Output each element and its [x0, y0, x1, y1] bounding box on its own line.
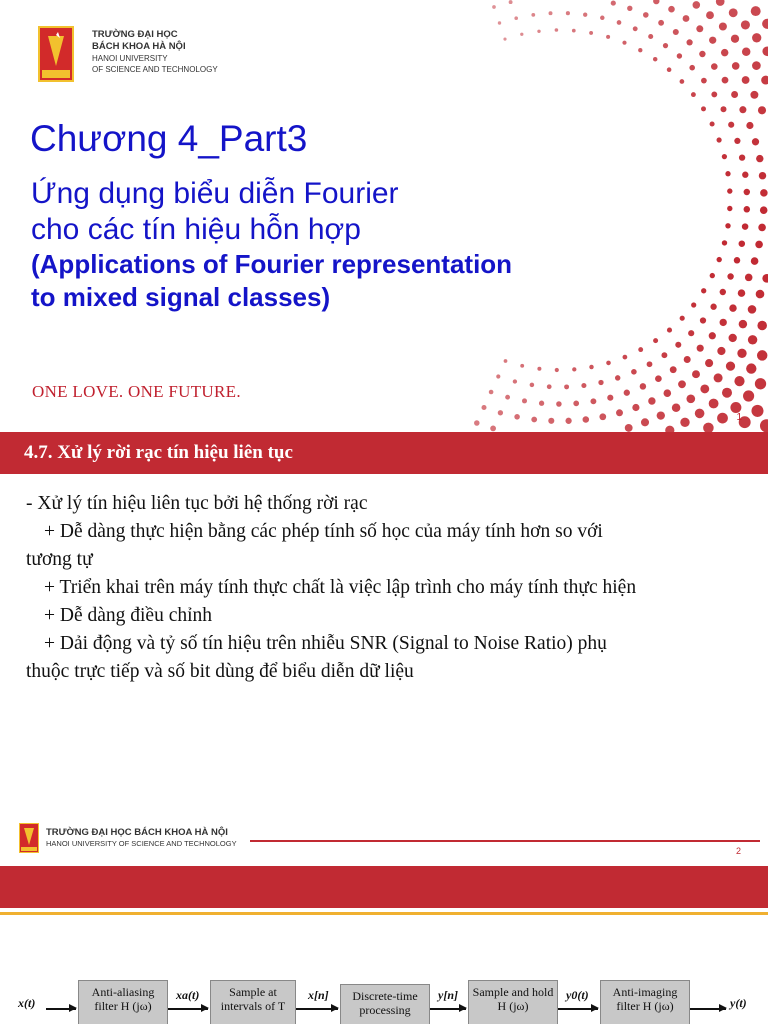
decorative-dot — [755, 378, 766, 389]
decorative-dot — [615, 375, 620, 380]
decorative-dot — [756, 155, 763, 162]
decorative-dot — [725, 171, 730, 176]
section-header-band — [0, 432, 768, 474]
slogan: ONE LOVE. ONE FUTURE. — [32, 382, 241, 401]
decorative-dot — [683, 15, 690, 22]
decorative-dot — [600, 16, 605, 21]
decorative-dot — [717, 137, 722, 142]
decorative-dot — [746, 122, 753, 129]
decorative-dot — [648, 397, 655, 404]
decorative-dot — [697, 345, 704, 352]
decorative-dot — [673, 29, 679, 35]
decorative-dot — [729, 8, 738, 17]
decorative-dot — [762, 19, 768, 29]
decorative-dot — [701, 78, 707, 84]
decorative-dot — [481, 405, 486, 410]
decorative-dot — [689, 65, 695, 71]
decorative-dot — [727, 273, 733, 279]
slide2-accent-line — [0, 912, 768, 915]
decorative-dot — [752, 138, 759, 145]
decorative-dot — [750, 91, 758, 99]
decorative-dot — [703, 423, 714, 432]
decorative-dot — [622, 41, 626, 45]
decorative-dot — [758, 106, 766, 114]
decorative-dot — [655, 375, 662, 382]
decorative-dot — [583, 13, 587, 17]
decorative-dot — [760, 419, 768, 432]
decorative-dot — [680, 316, 685, 321]
decorative-dot — [589, 365, 593, 369]
decorative-dot — [739, 240, 746, 247]
decorative-dot — [589, 31, 593, 35]
footer-divider — [250, 840, 760, 842]
decorative-dot — [722, 240, 727, 245]
decorative-dot — [722, 154, 727, 159]
section-title: 4.7. Xử lý rời rạc tín hiệu liên tục — [24, 442, 293, 463]
decorative-dot — [661, 352, 667, 358]
arrow — [296, 1008, 338, 1010]
decorative-dot — [693, 1, 701, 9]
decorative-dot — [695, 409, 705, 419]
decorative-dot — [599, 413, 606, 420]
decorative-dot — [744, 206, 750, 212]
decorative-dot — [755, 241, 763, 249]
slide2-header-band — [0, 866, 768, 908]
decorative-dot — [739, 154, 745, 160]
university-footer-en: HANOI UNIVERSITY OF SCIENCE AND TECHNOLOGY — [46, 839, 237, 848]
decorative-dot — [514, 16, 518, 20]
arrow — [558, 1008, 598, 1010]
decorative-dot — [663, 43, 668, 48]
decorative-dot — [722, 77, 729, 84]
decorative-dot — [726, 361, 735, 370]
decorative-dot — [720, 289, 726, 295]
decorative-dot — [748, 305, 757, 314]
decorative-dot — [647, 361, 653, 367]
decorative-dot — [549, 11, 553, 15]
chapter-title: Chương 4_Part3 — [30, 118, 308, 159]
decorative-dot — [531, 13, 535, 17]
decorative-dot — [746, 363, 756, 373]
decorative-dot — [668, 6, 675, 13]
arrow — [430, 1008, 466, 1010]
decorative-dot — [696, 25, 703, 32]
content-line: + Dải động và tỷ số tín hiệu trên nhiễu SNR (Signal to Noise Ratio) phụ — [44, 633, 607, 654]
decorative-dot — [581, 383, 586, 388]
decorative-dot — [738, 289, 746, 297]
decorative-dot — [725, 223, 730, 228]
university-name-footer — [46, 827, 237, 849]
decorative-dot — [721, 106, 727, 112]
decorative-dot — [537, 367, 541, 371]
decorative-dot — [744, 189, 750, 195]
decorative-dot — [716, 0, 725, 6]
university-name — [92, 29, 218, 75]
decorative-dot — [627, 6, 632, 11]
decorative-dot — [729, 304, 736, 311]
decorative-dot — [631, 369, 637, 375]
decorative-dot — [757, 321, 767, 331]
decorative-dot — [720, 319, 727, 326]
decorative-dot — [732, 62, 740, 70]
decorative-dot — [638, 48, 642, 52]
decorative-dot — [727, 188, 732, 193]
decorative-dot — [564, 384, 569, 389]
decorative-dot — [607, 395, 613, 401]
decorative-dot — [743, 390, 754, 401]
decorative-dot — [680, 418, 689, 427]
decorative-dot — [731, 35, 739, 43]
decorative-dot — [489, 390, 494, 395]
decorative-dot — [648, 34, 653, 39]
decorative-dot — [742, 76, 750, 84]
decorative-dot — [729, 334, 737, 342]
decorative-dot — [572, 29, 576, 33]
decorative-dot — [742, 223, 749, 230]
decorative-dot — [756, 290, 765, 299]
decorative-dot — [555, 28, 559, 32]
decorative-dot — [611, 1, 616, 6]
page-number-1: 1 — [736, 412, 742, 423]
decorative-dot — [701, 288, 706, 293]
decorative-dot — [643, 12, 649, 18]
decorative-dot — [678, 380, 686, 388]
decorative-dot — [624, 390, 630, 396]
decorative-dot — [706, 11, 714, 19]
decorative-dot — [752, 33, 761, 42]
decorative-dot — [537, 30, 540, 33]
decorative-dot — [555, 368, 559, 372]
decorative-dot — [684, 356, 691, 363]
decorative-dot — [748, 335, 757, 344]
decorative-dot — [731, 91, 738, 98]
decorative-dot — [758, 224, 766, 232]
decorative-dot — [513, 379, 517, 383]
decorative-dot — [492, 5, 496, 9]
arrow — [690, 1008, 726, 1010]
decorative-dot — [617, 20, 622, 25]
decorative-dot — [741, 20, 750, 29]
decorative-dot — [699, 51, 705, 57]
decorative-dot — [606, 35, 610, 39]
decorative-dot — [709, 332, 716, 339]
decorative-dot — [633, 26, 638, 31]
decorative-dot — [503, 38, 506, 41]
content-line: + Dễ dàng điều chỉnh — [44, 605, 213, 626]
page-number-2: 2 — [736, 846, 742, 856]
university-en-line2: OF SCIENCE AND TECHNOLOGY — [92, 65, 218, 74]
decorative-dot — [590, 398, 596, 404]
decorative-dot — [632, 404, 639, 411]
decorative-dot — [742, 48, 750, 56]
decorative-dot — [742, 172, 748, 178]
decorative-dot — [745, 274, 753, 282]
decorative-dot — [739, 320, 747, 328]
decorative-dot — [717, 257, 722, 262]
decorative-dot — [709, 399, 719, 409]
decorative-dot — [700, 384, 709, 393]
university-logo-small — [19, 823, 39, 853]
decorative-dot — [688, 330, 694, 336]
block-anti-aliasing-filter: Anti-aliasing filter H (jω) — [78, 980, 168, 1024]
decorative-dot — [474, 420, 480, 426]
decorative-dot — [751, 257, 759, 265]
decorative-dot — [653, 57, 657, 61]
title-slide — [0, 0, 768, 432]
content-line: + Triển khai trên máy tính thực chất là việc lập trình cho máy tính thực hiện — [44, 577, 637, 598]
decorative-dot — [760, 206, 768, 214]
decorative-dot — [606, 361, 611, 366]
decorative-dot — [759, 172, 766, 179]
decorative-dot — [728, 122, 734, 128]
decorative-dot — [709, 37, 716, 44]
decorative-dot — [762, 47, 768, 57]
decorative-dot — [658, 20, 664, 26]
decorative-dot — [734, 376, 744, 386]
decorative-dot — [761, 76, 768, 85]
block-sampler: Sample at intervals of T — [210, 980, 296, 1024]
decorative-dot — [710, 304, 716, 310]
signal-xa: xa(t) — [176, 988, 200, 1002]
decorative-dot — [691, 302, 696, 307]
arrow — [168, 1008, 208, 1010]
decorative-dot — [714, 373, 723, 382]
decorative-dot — [653, 0, 659, 4]
decorative-dot — [686, 39, 692, 45]
subtitle-vn-line1: Ứng dụng biểu diễn Fourier — [31, 177, 399, 210]
decorative-dot — [717, 347, 725, 355]
block-anti-imaging-filter: Anti-imaging filter H (jω) — [600, 980, 690, 1024]
decorative-dot — [539, 401, 544, 406]
decorative-dot — [701, 106, 706, 111]
decorative-dot — [572, 367, 576, 371]
subtitle-en-line2: to mixed signal classes) — [31, 282, 331, 312]
decorative-dot — [520, 33, 523, 36]
decorative-dot — [505, 395, 510, 400]
decorative-dot — [616, 409, 623, 416]
decorative-dot — [672, 403, 681, 412]
decorative-dot — [509, 0, 513, 4]
decorative-dot — [531, 417, 537, 423]
decorative-dot — [734, 138, 740, 144]
decorative-dot — [547, 384, 552, 389]
decorative-dot — [496, 374, 500, 378]
signal-output: y(t) — [730, 996, 747, 1010]
content-line: tương tự — [26, 549, 93, 570]
decorative-dot — [623, 355, 628, 360]
decorative-dot — [727, 206, 732, 211]
university-logo — [38, 26, 74, 82]
decorative-dot — [583, 416, 590, 423]
decorative-dot — [757, 350, 767, 360]
decorative-dot — [573, 401, 579, 407]
content-line: - Xử lý tín hiệu liên tục bởi hệ thống rời rạc — [26, 493, 368, 514]
block-sample-and-hold: Sample and hold H (jω) — [468, 980, 558, 1024]
decorative-dot — [675, 342, 681, 348]
university-vn-line1: TRƯỜNG ĐẠI HỌC — [92, 29, 178, 40]
decorative-dot — [565, 418, 571, 424]
decorative-dot — [667, 328, 672, 333]
decorative-dot — [670, 366, 677, 373]
block-discrete-time-processing: Discrete-time processing — [340, 984, 430, 1024]
decorative-dot — [686, 394, 695, 403]
decorative-dot — [751, 405, 763, 417]
content-line: + Dễ dàng thực hiện bằng các phép tính số học của máy tính hơn so với — [44, 521, 603, 542]
decorative-dot — [520, 364, 524, 368]
decorative-dot — [710, 121, 715, 126]
decorative-dot — [722, 388, 732, 398]
decorative-dot — [717, 413, 728, 424]
decorative-dot — [522, 398, 527, 403]
decorative-dot — [664, 389, 672, 397]
decorative-dot — [657, 411, 665, 419]
subtitle-vn-line2: cho các tín hiệu hỗn hợp — [31, 213, 361, 246]
block-diagram — [0, 970, 768, 1024]
decorative-dot — [653, 338, 658, 343]
decorative-dot — [711, 63, 718, 70]
decorative-dot — [700, 317, 706, 323]
decorative-dot — [556, 401, 562, 407]
decorative-dot — [760, 189, 768, 197]
slide-subtitle — [31, 176, 512, 314]
decorative-dot — [721, 49, 728, 56]
decorative-dot — [711, 91, 717, 97]
decorative-dot — [677, 53, 682, 58]
decorative-dot — [737, 349, 746, 358]
decorative-dot — [598, 380, 603, 385]
decorative-dot — [680, 79, 685, 84]
arrow — [46, 1008, 76, 1010]
decorative-dot — [705, 359, 713, 367]
decorative-dot — [638, 347, 643, 352]
university-en-line1: HANOI UNIVERSITY — [92, 54, 168, 63]
signal-y0: y0(t) — [566, 988, 589, 1002]
decorative-dot — [667, 67, 672, 72]
decorative-dot — [710, 273, 715, 278]
decorative-dot — [752, 61, 761, 70]
decorative-dot — [692, 370, 700, 378]
university-footer-vn: TRƯỜNG ĐẠI HỌC BÁCH KHOA HÀ NỘI — [46, 827, 228, 838]
decorative-dot — [641, 418, 649, 426]
decorative-dot — [640, 383, 647, 390]
decorative-dot — [719, 22, 727, 30]
signal-xn: x[n] — [308, 988, 329, 1002]
signal-yn: y[n] — [438, 988, 458, 1002]
decorative-dot — [498, 410, 503, 415]
decorative-dot — [751, 6, 761, 16]
decorative-dot — [691, 92, 696, 97]
subtitle-en-line1: (Applications of Fourier representation — [31, 249, 513, 279]
decorative-dot — [514, 414, 520, 420]
decorative-dot — [490, 426, 496, 432]
decorative-dot — [762, 274, 768, 283]
university-vn-line2: BÁCH KHOA HÀ NỘI — [92, 41, 186, 52]
decorative-dot — [548, 418, 554, 424]
decorative-dot — [625, 424, 633, 432]
content-line: thuộc trực tiếp và số bit dùng để biểu diễn dữ liệu — [26, 661, 414, 682]
content-body — [26, 490, 746, 686]
decorative-dot — [504, 359, 508, 363]
decorative-dot — [566, 11, 570, 15]
decorative-dot — [498, 21, 501, 24]
decorative-dot — [739, 106, 746, 113]
decorative-dot — [734, 257, 740, 263]
decorative-dot — [530, 383, 535, 388]
signal-input: x(t) — [18, 996, 36, 1010]
